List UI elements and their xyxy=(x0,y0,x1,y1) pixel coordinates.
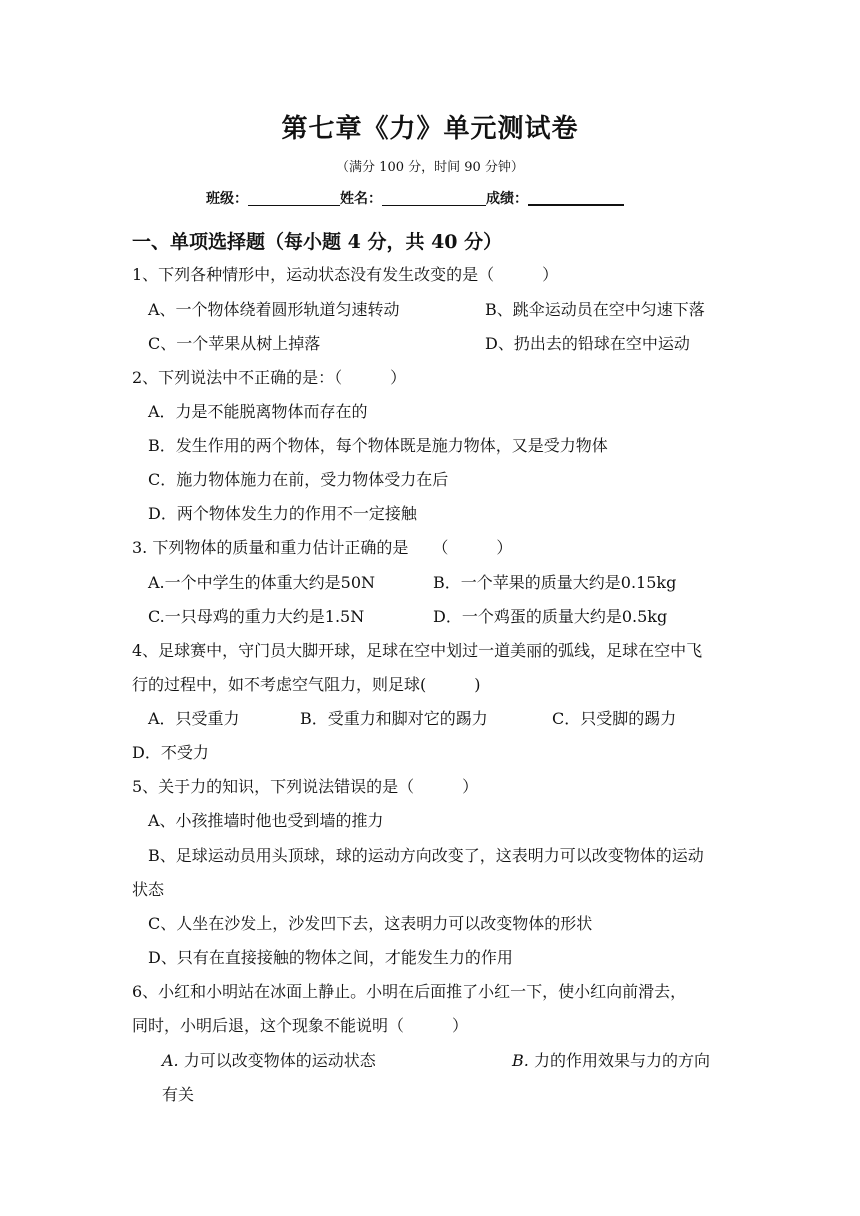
score-blank xyxy=(528,190,624,206)
question-3-stem: 3. 下列物体的质量和重力估计正确的是 （ ） xyxy=(132,538,513,557)
question-1-option-c: C、一个苹果从树上掉落 xyxy=(148,334,321,353)
question-6-option-a-letter: A. xyxy=(162,1051,179,1070)
question-3-option-b: B．一个苹果的质量大约是0.15kg xyxy=(433,573,677,592)
question-5-option-b-line-1: B、足球运动员用头顶球，球的运动方向改变了，这表明力可以改变物体的运动 xyxy=(148,846,704,865)
question-2-option-c: C．施力物体施力在前，受力物体受力在后 xyxy=(148,470,449,489)
question-4-option-b: B．受重力和脚对它的踢力 xyxy=(300,709,488,728)
question-1-option-b: B、跳伞运动员在空中匀速下落 xyxy=(485,300,705,319)
question-1-option-d: D、扔出去的铅球在空中运动 xyxy=(485,334,690,353)
question-3-option-a: A.一个中学生的体重大约是50N xyxy=(148,573,376,592)
question-6-option-a xyxy=(162,1048,376,1071)
name-label: 姓名： xyxy=(340,191,382,207)
section-heading: 一、单项选择题（每小题 4 分，共 40 分） xyxy=(132,231,503,253)
name-blank xyxy=(382,191,486,206)
page-title: 第七章《力》单元测试卷 xyxy=(281,114,579,144)
question-5-option-b-line-2: 状态 xyxy=(132,880,165,899)
class-blank xyxy=(248,191,340,206)
question-2-stem: 2、下列说法中不正确的是：（ ） xyxy=(132,368,407,387)
page-subtitle: （满分 100 分，时间 90 分钟） xyxy=(336,160,524,175)
question-5-option-d: D、只有在直接接触的物体之间，才能发生力的作用 xyxy=(148,948,513,967)
student-info-row xyxy=(206,188,624,208)
class-label: 班级： xyxy=(206,191,248,207)
score-label: 成绩： xyxy=(486,191,528,207)
question-2-option-a: A．力是不能脱离物体而存在的 xyxy=(148,402,368,421)
question-3-option-c: C.一只母鸡的重力大约是1.5N xyxy=(148,607,365,626)
question-6-stem-line-2: 同时，小明后退，这个现象不能说明（ ） xyxy=(132,1016,469,1035)
question-5-option-a: A、小孩推墙时他也受到墙的推力 xyxy=(148,811,384,830)
question-5-option-c: C、人坐在沙发上，沙发凹下去，这表明力可以改变物体的形状 xyxy=(148,914,593,933)
question-6-stem-line-1: 6、小红和小明站在冰面上静止。小明在后面推了小红一下，使小红向前滑去， xyxy=(132,982,687,1001)
question-4-stem-line-1: 4、足球赛中，守门员大脚开球，足球在空中划过一道美丽的弧线，足球在空中飞 xyxy=(132,641,703,660)
question-6-option-b-text: 力的作用效果与力的方向 xyxy=(533,1051,710,1070)
question-5-stem: 5、关于力的知识，下列说法错误的是（ ） xyxy=(132,777,479,796)
question-1-option-a: A、一个物体绕着圆形轨道匀速转动 xyxy=(148,300,400,319)
question-4-stem-line-2: 行的过程中，如不考虑空气阻力，则足球( ) xyxy=(132,675,481,694)
question-1-stem: 1、下列各种情形中，运动状态没有发生改变的是（ ） xyxy=(132,265,559,284)
question-4-option-a: A．只受重力 xyxy=(148,709,240,728)
question-4-option-d: D．不受力 xyxy=(132,743,209,762)
question-6-option-b-letter: B. xyxy=(512,1051,529,1070)
question-3-option-d: D．一个鸡蛋的质量大约是0.5kg xyxy=(433,607,668,626)
question-2-option-d: D．两个物体发生力的作用不一定接触 xyxy=(148,504,417,523)
question-6-option-b-line-2: 有关 xyxy=(162,1085,195,1104)
question-6-option-a-text: 力可以改变物体的运动状态 xyxy=(183,1051,376,1070)
question-6-option-b xyxy=(512,1048,710,1071)
question-4-option-c: C．只受脚的踢力 xyxy=(552,709,677,728)
question-2-option-b: B．发生作用的两个物体，每个物体既是施力物体，又是受力物体 xyxy=(148,436,608,455)
